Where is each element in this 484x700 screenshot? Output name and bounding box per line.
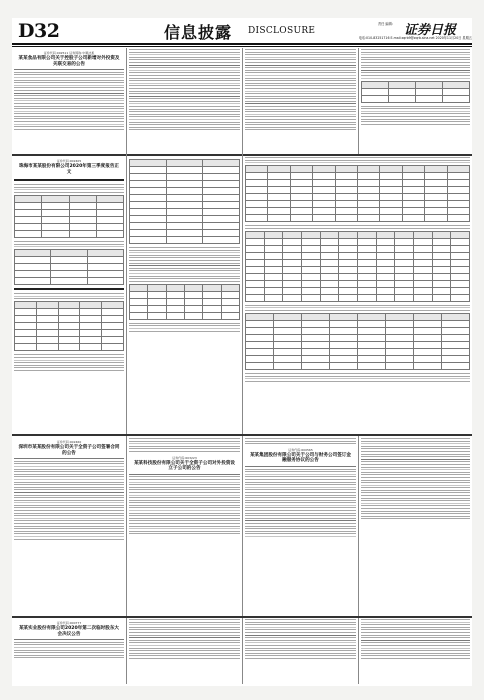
data-table — [129, 284, 240, 320]
stock-code: 证券代码:000777 — [56, 621, 82, 625]
data-table — [14, 249, 124, 285]
column-rule — [358, 48, 359, 154]
data-table — [14, 301, 124, 351]
header-rule — [12, 43, 472, 45]
stock-code: 证券代码:002511 证券简称:中顺洁柔 — [43, 51, 95, 55]
text-column — [129, 157, 240, 433]
announcement-title: 某某食品有限公司关于控股子公司新增对外投资及关联交易的公告 — [18, 56, 120, 67]
announcement-header — [14, 49, 124, 69]
announcement-header — [14, 619, 124, 639]
column-rule — [242, 436, 243, 616]
announcement-block — [14, 438, 124, 615]
announcement-title: 珠海市某某股份有限公司2020年第三季度报告正文 — [18, 164, 120, 175]
table-region — [245, 157, 470, 433]
data-table — [14, 195, 124, 238]
announcement-header — [129, 454, 240, 474]
column-rule — [126, 436, 127, 616]
header-rule-thin — [12, 46, 472, 47]
column-rule — [242, 618, 243, 684]
text-column — [245, 619, 356, 684]
announcement-header — [14, 157, 124, 177]
text-column — [129, 49, 240, 153]
column-rule — [242, 48, 243, 434]
text-column — [245, 49, 356, 153]
announcement-title: 某某实业股份有限公司2020年第二次临时股东大会决议公告 — [18, 626, 120, 637]
editor-line: 责任 编辑: — [378, 22, 393, 26]
column-rule — [358, 436, 359, 616]
announcement-title: 某某科技股份有限公司关于全资子公司对外投资设立子公司的公告 — [133, 460, 236, 472]
section-title-en: DISCLOSURE — [248, 26, 316, 36]
text-column — [129, 619, 240, 684]
page-header — [12, 18, 472, 46]
announcement-title: 深圳市某某股份有限公司关于全资子公司签署合同的公告 — [18, 445, 120, 456]
column-rule — [358, 618, 359, 684]
announcement-header — [14, 438, 124, 458]
text-column — [361, 438, 470, 615]
stock-code: 证券代码:603223 — [172, 455, 197, 460]
announcement-block — [129, 438, 240, 615]
announcement-block — [14, 49, 124, 153]
announcement-block — [245, 438, 356, 615]
section-title: 信息披露 — [164, 23, 233, 42]
announcement-header — [245, 446, 356, 466]
announcement-title: 某某集团股份有限公司关于公司与财务公司签订金融服务协议的公告 — [249, 452, 352, 464]
column-rule — [126, 618, 127, 684]
page-number: D32 — [18, 20, 60, 42]
data-table — [245, 231, 470, 302]
contact-line: 电话:010-83251716 E-mail:zqrb9@zqrb.sina.net 2020年11月20日 星期五 — [358, 36, 472, 40]
data-table — [245, 165, 470, 222]
announcement-block — [14, 619, 124, 684]
data-table — [245, 313, 470, 370]
stock-code: 证券代码:002405 — [56, 159, 82, 163]
stock-code: 证券代码:600565 — [288, 447, 313, 452]
data-table — [129, 159, 240, 244]
announcement-block — [14, 157, 124, 433]
masthead-logo: 证券日报 — [404, 23, 457, 38]
data-table — [361, 81, 470, 103]
text-column — [361, 619, 470, 684]
stock-code: 证券代码:002460 — [56, 440, 82, 444]
text-column — [361, 49, 470, 153]
newspaper-page — [12, 18, 472, 686]
column-rule — [126, 48, 127, 434]
